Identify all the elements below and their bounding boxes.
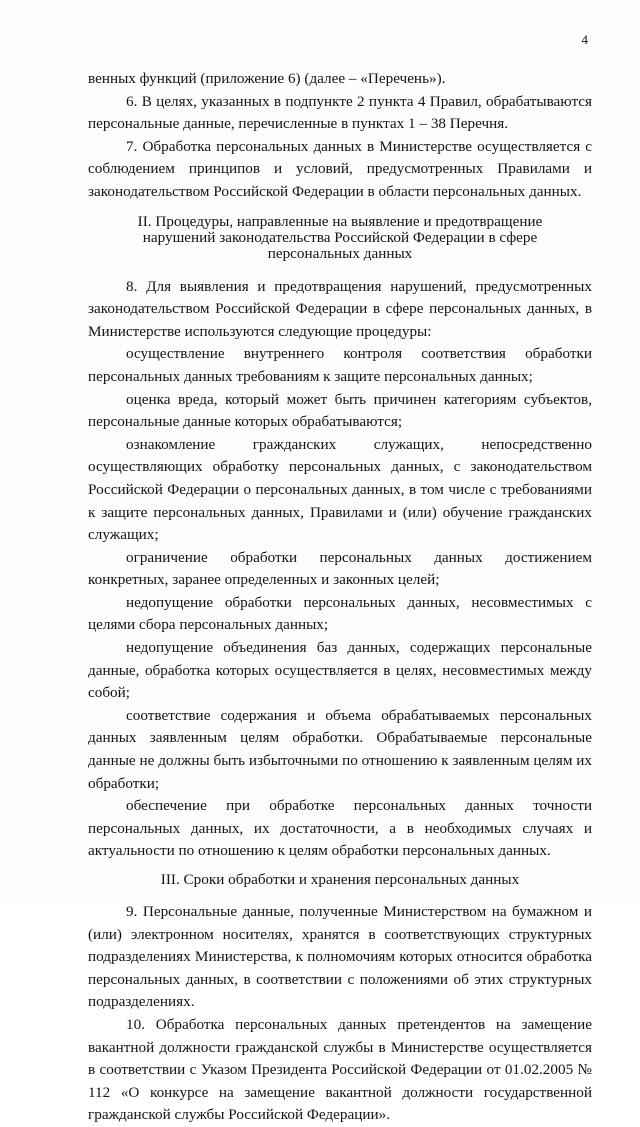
page-number: 4	[581, 32, 588, 47]
paragraph-8-item-3: ознакомление гражданских служащих, непосредственно осуществляющих обработку персональных данных, с законодательством Российской Федерации о персональных данных, в том числе с требованиями к защите персональных данных, Правилами и (или) обучение гражданских служащих;	[88, 435, 592, 544]
section-heading-2-line-1: II. Процедуры, направленные на выявление и предотвращение	[137, 212, 543, 230]
paragraph-8-item-6: недопущение объединения баз данных, содержащих персональные данные, обработка которых осуществляется в целях, несовместимых между собой;	[88, 639, 592, 702]
paragraph-8-item-2: оценка вреда, который может быть причинен категориям субъектов, персональные данные которых обрабатываются;	[88, 390, 592, 431]
paragraph-6: 6. В целях, указанных в подпункте 2 пункта 4 Правил, обрабатываются персональные данные, перечисленные в пунктах 1 – 38 Перечня.	[88, 92, 592, 133]
paragraph-10: 10. Обработка персональных данных претендентов на замещение вакантной должности гражданской службы в Министерстве осуществляется в соответствии с Указом Президента Российской Федерации от 01.02.2005 № 112 «О конкурсе на замещение вакантной должности государственной гражданской службы Российской Федерации».	[88, 1015, 592, 1124]
section-heading-2-line-2: нарушений законодательства Российской Федерации в сфере	[142, 228, 538, 246]
paragraph-8-item-5: недопущение обработки персональных данных, несовместимых с целями сбора персональных данных;	[88, 593, 592, 634]
paragraph-7: 7. Обработка персональных данных в Министерстве осуществляется с соблюдением принципов и условий, предусмотренных Правилами и законодательством Российской Федерации в области персональных данных.	[88, 137, 592, 200]
paragraph-8-item-4: ограничение обработки персональных данных достижением конкретных, заранее определенных и законных целей;	[88, 548, 592, 589]
paragraph-8: 8. Для выявления и предотвращения нарушений, предусмотренных законодательством Российской Федерации в сфере персональных данных, в Министерстве используются следующие процедуры:	[88, 277, 592, 340]
paragraph-9: 9. Персональные данные, полученные Министерством на бумажном и (или) электронном носителях, хранятся в соответствующих структурных подразделениях Министерства, к полномочиям которых относится обработка персональных данных, в соответствии с положениями об этих структурных подразделениях.	[88, 903, 592, 1011]
section-heading-2	[118, 214, 562, 262]
paragraph-8-item-7: соответствие содержания и объема обрабатываемых персональных данных заявленным целям обработки. Обрабатываемые персональные данные не должны быть избыточными по отношению к заявленным целям их обработки;	[88, 706, 592, 792]
paragraph-continuation: венных функций (приложение 6) (далее – «Перечень»).	[88, 70, 446, 87]
paragraph-8-item-8: обеспечение при обработке персональных данных точности персональных данных, их достаточности, а в необходимых случаях и актуальности по отношению к целям обработки персональных данных.	[88, 797, 592, 860]
section-heading-2-line-3: персональных данных	[267, 244, 413, 262]
section-heading-3: III. Сроки обработки и хранения персональных данных	[160, 871, 520, 888]
document-body	[88, 68, 592, 1127]
paragraph-8-item-1: осуществление внутреннего контроля соответствия обработки персональных данных требованиям к защите персональных данных;	[88, 345, 592, 385]
